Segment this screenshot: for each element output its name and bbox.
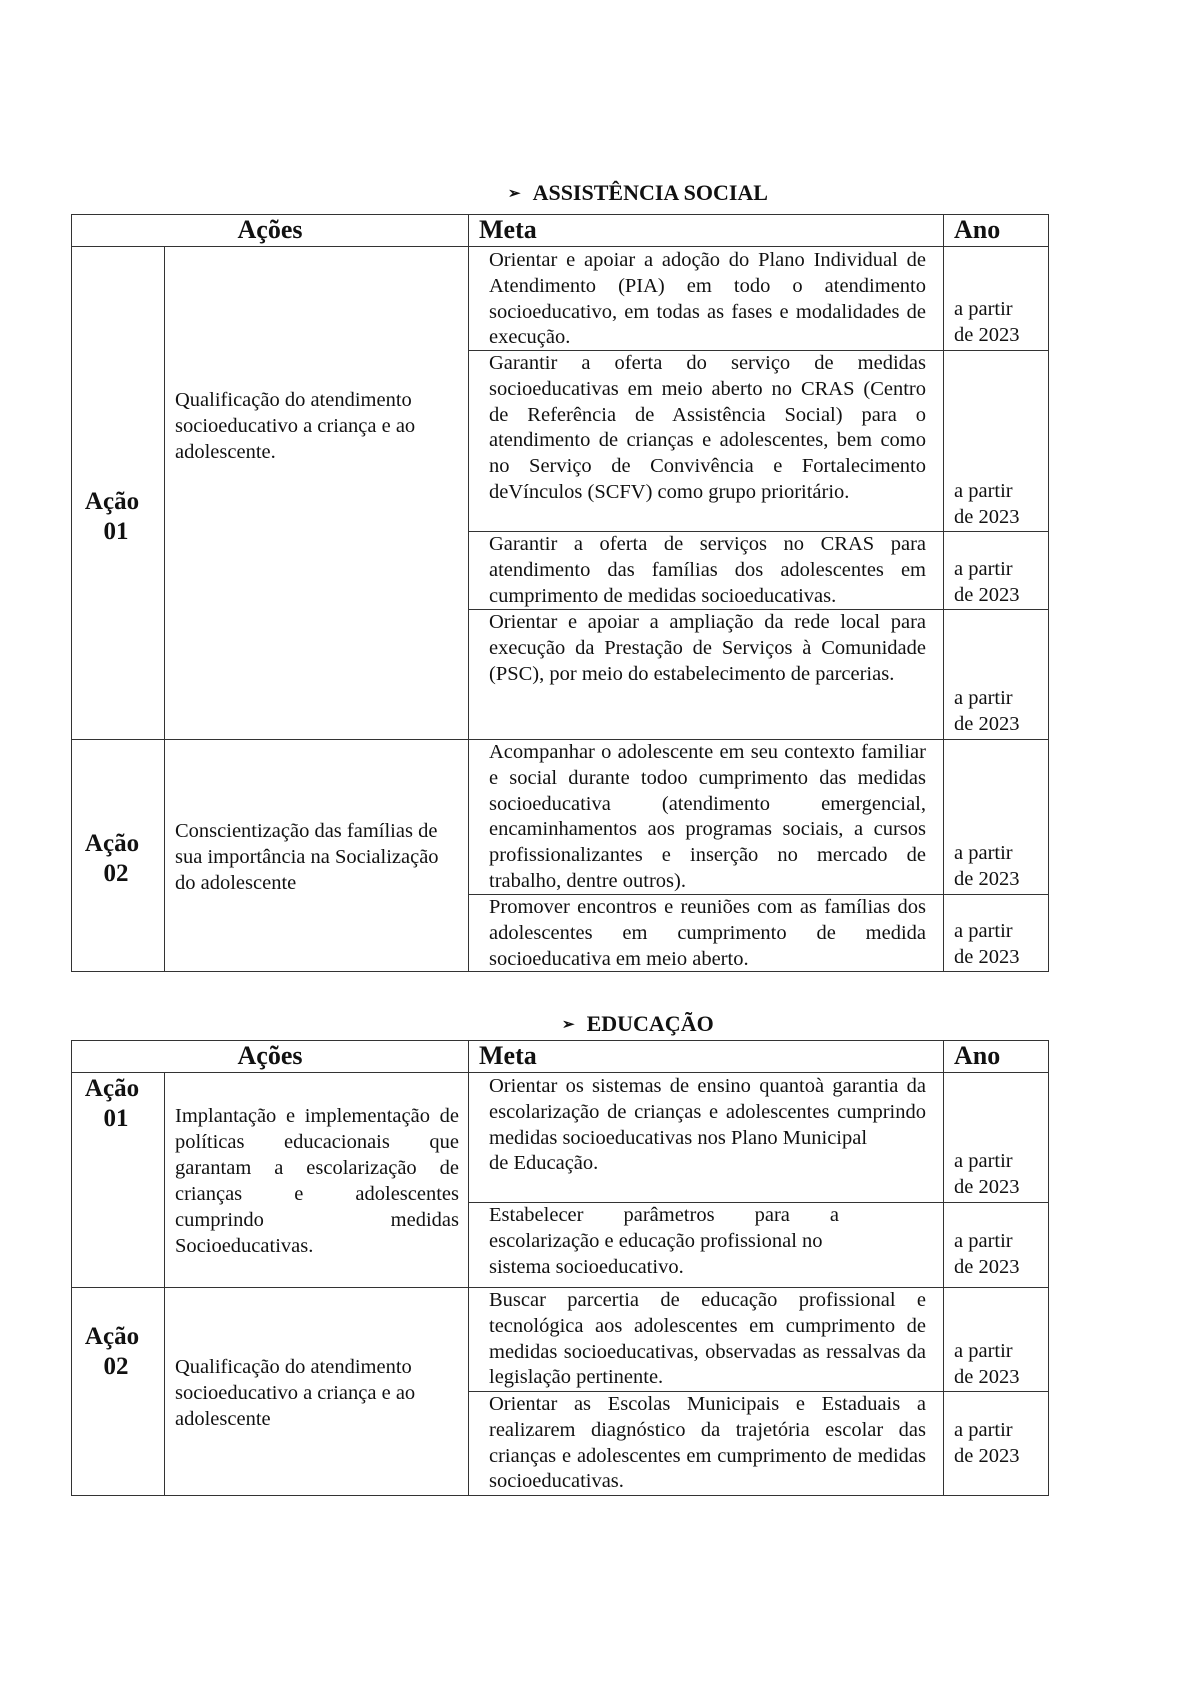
- arrow-bullet-icon: ➢: [508, 186, 521, 202]
- meta-text: Garantir a oferta de serviços no CRAS para atendimento das famílias dos adolescentes em cumprimento de medidas socioeducativas.: [489, 533, 926, 607]
- meta-text: Garantir a oferta do serviço de medidas socioeducativas em meio aberto no CRAS (Centro de Referência de Assistência Social) para o atendimento de crianças e adolescentes, bem como no Serviço de Convivência e Fortalecimento deVínculos (SCFV) como grupo prioritário.: [489, 352, 926, 503]
- ano-value: a partir de 2023: [954, 1340, 1020, 1388]
- col-divider-acao: [164, 246, 165, 972]
- action-label-number: 01: [103, 1105, 129, 1132]
- section-title-educacao: [562, 1011, 714, 1037]
- header-ano: Ano: [954, 215, 1001, 244]
- action-label: [72, 829, 152, 889]
- header-ano: Ano: [954, 1041, 1001, 1070]
- ano-value: a partir de 2023: [954, 842, 1020, 890]
- ano-value: a partir de 2023: [954, 1150, 1020, 1198]
- action-label-word: Ação: [84, 488, 140, 515]
- meta-text: Buscar parcertia de educação profissional e tecnológica aos adolescentes em cumprimento de medidas socioeducativas, observadas as ressalvas da legislação pertinente.: [489, 1289, 926, 1389]
- ano-value: a partir de 2023: [954, 920, 1020, 968]
- action-label: [72, 1074, 152, 1134]
- header-acoes: Ações: [237, 1041, 303, 1070]
- action-description: Qualificação do atendimento socioeducativo a criança e ao adolescente.: [175, 389, 416, 463]
- action-label: [72, 1322, 152, 1382]
- col-divider-ano: [943, 1041, 944, 1496]
- col-divider-ano: [943, 215, 944, 972]
- action-description: Conscientização das famílias de sua importância na Socialização do adolescente: [175, 820, 439, 894]
- action-label-word: Ação: [84, 830, 140, 857]
- col-divider-acao: [164, 1072, 165, 1496]
- meta-text: Orientar os sistemas de ensino quantoà garantia da escolarização de crianças e adolescentes cumprindo medidas socioeducativas nos Plano Municipal de Educação.: [489, 1075, 926, 1175]
- meta-text: Orientar e apoiar a adoção do Plano Individual de Atendimento (PIA) em todo o atendimento socioeducativo, em todas as fases e modalidades de execução.: [489, 249, 926, 349]
- section-title-assistencia-social: [508, 180, 768, 206]
- action-label-number: 02: [103, 1353, 129, 1380]
- ano-value: a partir de 2023: [954, 1230, 1020, 1278]
- meta-text: Orientar as Escolas Municipais e Estaduais a realizarem diagnóstico da trajetória escolar das crianças e adolescentes em cumprimento de medidas socioeducativas.: [489, 1393, 926, 1493]
- ano-value: a partir de 2023: [954, 558, 1020, 606]
- meta-text: Promover encontros e reuniões com as famílias dos adolescentes em cumprimento de medida socioeducativa em meio aberto.: [489, 896, 926, 970]
- assistencia-social-table: [71, 214, 1049, 972]
- col-divider-meta: [468, 1041, 469, 1496]
- section-title-text: EDUCAÇÃO: [586, 1011, 714, 1036]
- section-title-text: ASSISTÊNCIA SOCIAL: [532, 180, 768, 205]
- action-description: Implantação e implementação de políticas educacionais que garantam a escolarização de crianças e adolescentes cumprindo medidas Socioeducativas.: [175, 1105, 459, 1257]
- ano-value: a partir de 2023: [954, 687, 1020, 735]
- action-description: Qualificação do atendimento socioeducativo a criança e ao adolescente: [175, 1356, 416, 1430]
- header-meta: Meta: [479, 215, 537, 244]
- action-label-word: Ação: [84, 1323, 140, 1350]
- ano-value: a partir de 2023: [954, 480, 1020, 528]
- meta-text: Acompanhar o adolescente em seu contexto familiar e social durante todoo cumprimento das medidas socioeducativa (atendimento emergencial, encaminhamentos aos programas sociais, a cursos profissionalizantes e inserção no mercado de trabalho, dentre outros).: [489, 741, 926, 892]
- educacao-table: [71, 1040, 1049, 1496]
- header-meta: Meta: [479, 1041, 537, 1070]
- action-label-number: 02: [103, 860, 129, 887]
- header-divider: [72, 246, 1048, 247]
- meta-text: Estabelecer parâmetros para a escolarização e educação profissional no sistema socioeducativo.: [489, 1204, 839, 1278]
- action-label: [72, 487, 152, 547]
- meta-text: Orientar e apoiar a ampliação da rede local para execução da Prestação de Serviços à Comunidade (PSC), por meio do estabelecimento de parcerias.: [489, 611, 926, 685]
- header-acoes: Ações: [237, 215, 303, 244]
- arrow-bullet-icon: ➢: [562, 1017, 575, 1033]
- ano-value: a partir de 2023: [954, 298, 1020, 346]
- header-divider: [72, 1072, 1048, 1073]
- ano-value: a partir de 2023: [954, 1419, 1020, 1467]
- action-label-number: 01: [103, 518, 129, 545]
- action-label-word: Ação: [84, 1075, 140, 1102]
- col-divider-meta: [468, 215, 469, 972]
